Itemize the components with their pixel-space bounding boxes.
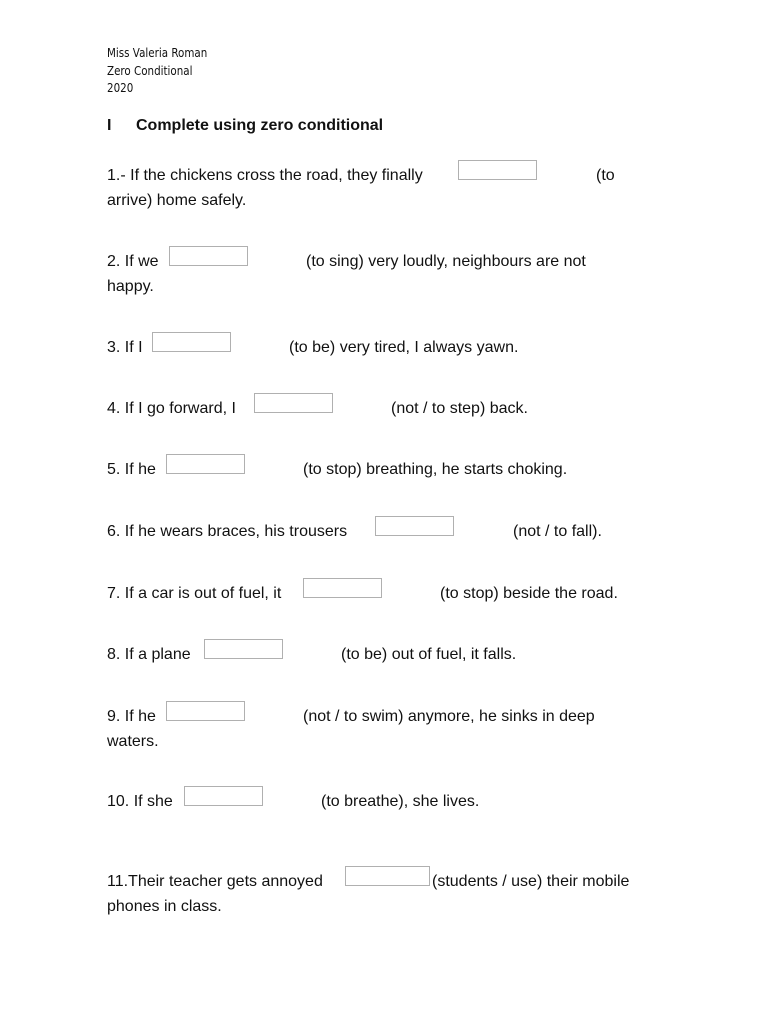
question-1-continuation: arrive) home safely. (107, 191, 247, 209)
question-6 (107, 520, 602, 545)
section-number: I (107, 117, 112, 134)
question-1-hint: (to (596, 167, 615, 184)
question-3-hint: (to be) very tired, I always yawn. (289, 339, 519, 356)
question-2-continuation: happy. (107, 277, 154, 295)
question-5-text: 5. If he (107, 461, 156, 478)
section-heading (107, 116, 383, 136)
document-header (107, 45, 207, 98)
question-6-hint: (not / to fall). (513, 523, 602, 540)
question-9-hint: (not / to swim) anymore, he sinks in deep (303, 708, 595, 725)
question-8-text: 8. If a plane (107, 646, 191, 663)
section-title: Complete using zero conditional (136, 117, 384, 134)
question-11-hint: (students / use) their mobile (432, 873, 630, 890)
question-7-text: 7. If a car is out of fuel, it (107, 585, 282, 602)
question-10 (107, 790, 480, 815)
question-10-text: 10. If she (107, 793, 173, 810)
question-11-continuation: phones in class. (107, 897, 222, 915)
question-4-hint: (not / to step) back. (391, 400, 528, 417)
question-10-hint: (to breathe), she lives. (321, 793, 480, 810)
teacher-name: Miss Valeria Roman (107, 46, 208, 60)
question-11 (107, 870, 630, 919)
question-9 (107, 705, 595, 754)
question-2 (107, 250, 586, 299)
question-6-text: 6. If he wears braces, his trousers (107, 523, 348, 540)
question-11-text: 11.Their teacher gets annoyed (107, 873, 323, 890)
question-2-text: 2. If we (107, 253, 159, 270)
question-8-hint: (to be) out of fuel, it falls. (341, 646, 517, 663)
answer-field-5[interactable] (166, 454, 245, 474)
year-text: 2020 (107, 81, 134, 95)
answer-field-2[interactable] (169, 246, 248, 266)
question-8 (107, 643, 517, 668)
answer-field-6[interactable] (375, 516, 454, 536)
question-9-continuation: waters. (107, 732, 159, 750)
subject-name: Zero Conditional (107, 63, 193, 78)
question-5-hint: (to stop) breathing, he starts choking. (303, 461, 568, 478)
question-4-text: 4. If I go forward, I (107, 400, 236, 417)
answer-field-8[interactable] (204, 639, 283, 659)
question-4 (107, 397, 528, 422)
question-1-text: 1.- If the chickens cross the road, they finally (107, 167, 423, 184)
question-7 (107, 582, 618, 607)
answer-field-10[interactable] (184, 786, 263, 806)
answer-field-1[interactable] (458, 160, 537, 180)
question-1 (107, 164, 615, 213)
answer-field-3[interactable] (152, 332, 231, 352)
question-7-hint: (to stop) beside the road. (440, 585, 618, 602)
answer-field-7[interactable] (303, 578, 382, 598)
question-3 (107, 336, 519, 361)
question-2-hint: (to sing) very loudly, neighbours are not (306, 253, 586, 270)
answer-field-9[interactable] (166, 701, 245, 721)
answer-field-11[interactable] (345, 866, 430, 886)
question-5 (107, 458, 568, 483)
question-9-text: 9. If he (107, 708, 156, 725)
answer-field-4[interactable] (254, 393, 333, 413)
question-3-text: 3. If I (107, 339, 143, 356)
